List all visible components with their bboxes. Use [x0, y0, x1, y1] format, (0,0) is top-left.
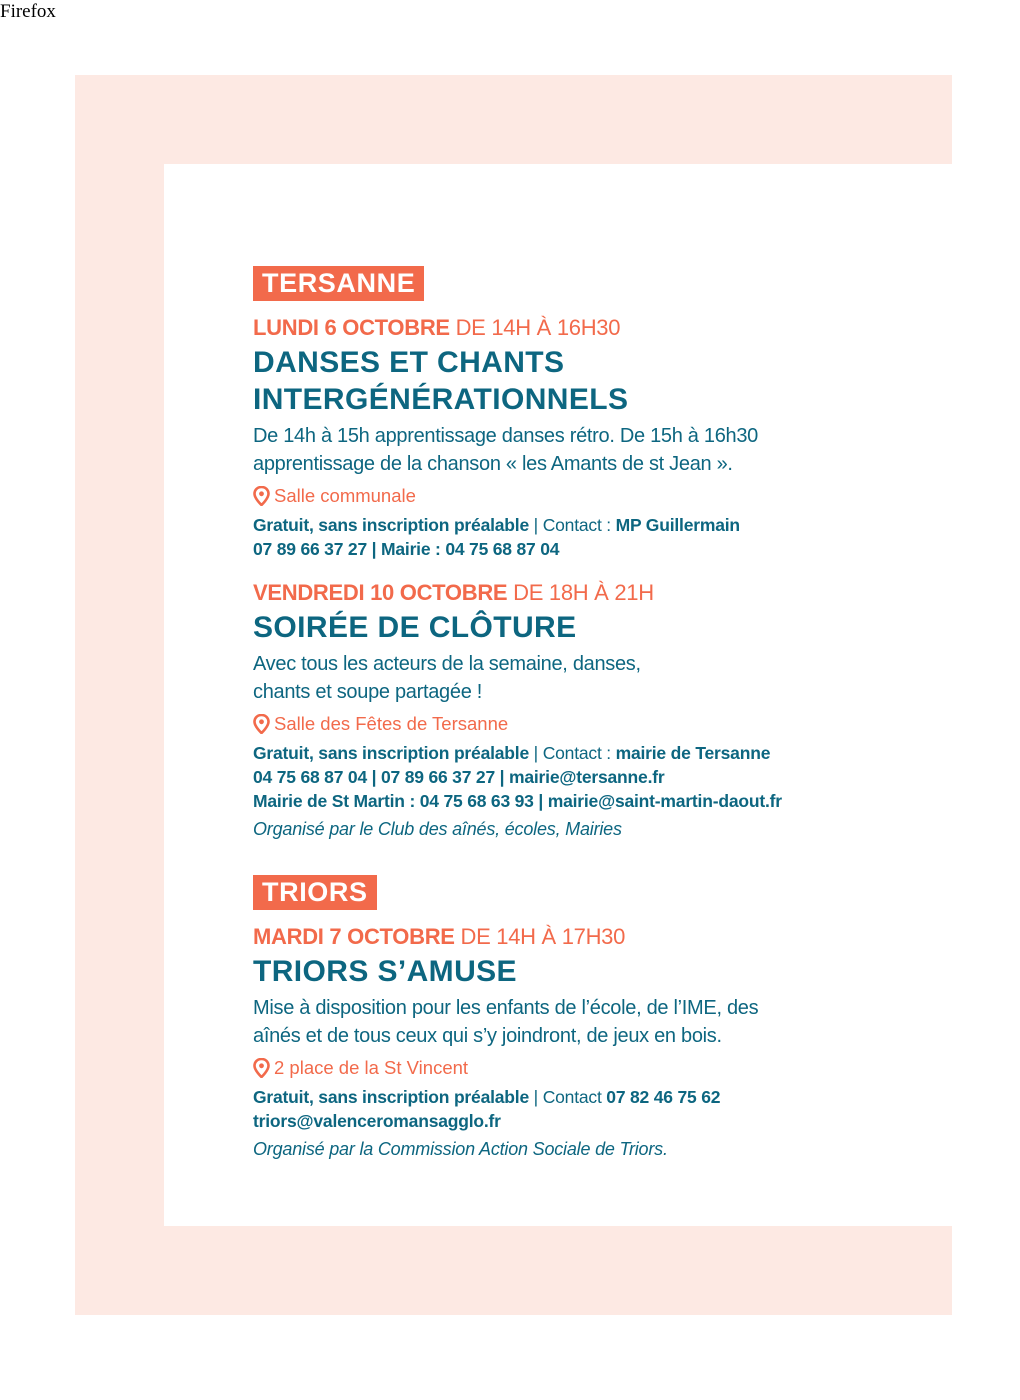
- event-datetime: [253, 314, 913, 342]
- info-line: [253, 1085, 913, 1109]
- separator: |: [533, 743, 539, 763]
- location-text: 2 place de la St Vincent: [274, 1057, 469, 1078]
- contact-label: Contact :: [542, 515, 611, 535]
- browser-title: Firefox: [0, 1, 56, 22]
- event-hours: DE 14H À 17H30: [460, 924, 626, 949]
- town-tag: TRIORS: [253, 875, 377, 910]
- event-location: [253, 1056, 913, 1080]
- event-triors-samuse: [253, 923, 913, 1162]
- event-soiree-cloture: [253, 579, 913, 842]
- event-description: [253, 994, 913, 1050]
- event-title: TRIORS S’AMUSE: [253, 955, 517, 988]
- event-day: MARDI 7 OCTOBRE: [253, 924, 455, 949]
- description-line: aînés et de tous ceux qui s’y joindront, de jeux en bois.: [253, 1025, 722, 1047]
- description-line: chants et soupe partagée !: [253, 681, 483, 703]
- event-datetime: [253, 923, 913, 951]
- contact-label: Contact: [542, 1087, 602, 1107]
- event-contact-info: [253, 741, 913, 813]
- page-frame: [75, 75, 952, 1315]
- event-day: VENDREDI 10 OCTOBRE: [253, 580, 508, 605]
- event-contact-info: [253, 513, 913, 561]
- event-location: [253, 484, 913, 508]
- location-pin-icon: [253, 714, 270, 734]
- info-line: [253, 789, 913, 813]
- event-title: DANSES ET CHANTS INTERGÉNÉRATIONNELS: [253, 346, 629, 416]
- description-line: Avec tous les acteurs de la semaine, danses,: [253, 653, 641, 675]
- event-day: LUNDI 6 OCTOBRE: [253, 315, 450, 340]
- event-title: SOIRÉE DE CLÔTURE: [253, 611, 577, 644]
- town-tag: TERSANNE: [253, 266, 424, 301]
- town-section-tersanne: [253, 266, 913, 842]
- event-description: [253, 422, 913, 478]
- town-section-triors: [253, 875, 913, 1162]
- event-contact-info: [253, 1085, 913, 1133]
- event-organizer: Organisé par le Club des aînés, écoles, Mairies: [253, 819, 622, 839]
- event-datetime: [253, 579, 913, 607]
- info-line: [253, 741, 913, 765]
- separator: |: [533, 1087, 539, 1107]
- info-line: [253, 513, 913, 537]
- contact-name: MP Guillermain: [615, 515, 740, 535]
- event-danses-chants: [253, 314, 913, 561]
- pricing-text: Gratuit, sans inscription préalable: [253, 515, 529, 535]
- description-line: apprentissage de la chanson « les Amants de st Jean ».: [253, 453, 733, 475]
- pricing-text: Gratuit, sans inscription préalable: [253, 743, 529, 763]
- contact-email: triors@valenceromansagglo.fr: [253, 1111, 501, 1131]
- contact-label: Contact :: [542, 743, 611, 763]
- phone-email: 04 75 68 87 04 | 07 89 66 37 27 | mairie@tersanne.fr: [253, 767, 665, 787]
- info-line: [253, 537, 913, 561]
- description-line: De 14h à 15h apprentissage danses rétro. De 15h à 16h30: [253, 425, 758, 447]
- event-description: [253, 650, 913, 706]
- separator: |: [533, 515, 539, 535]
- pricing-text: Gratuit, sans inscription préalable: [253, 1087, 529, 1107]
- event-organizer: Organisé par la Commission Action Sociale de Triors.: [253, 1139, 668, 1159]
- location-pin-icon: [253, 1058, 270, 1078]
- event-hours: DE 14H À 16H30: [455, 315, 621, 340]
- location-text: Salle communale: [274, 485, 416, 506]
- info-line: [253, 1109, 913, 1133]
- description-line: Mise à disposition pour les enfants de l’école, de l’IME, des: [253, 997, 759, 1019]
- event-listing: [253, 266, 913, 1162]
- location-text: Salle des Fêtes de Tersanne: [274, 713, 509, 734]
- contact-name: mairie de Tersanne: [615, 743, 771, 763]
- event-location: [253, 712, 913, 736]
- location-pin-icon: [253, 486, 270, 506]
- info-line: [253, 765, 913, 789]
- document-card: [164, 164, 952, 1226]
- event-hours: DE 18H À 21H: [513, 580, 654, 605]
- contact-name: 07 82 46 75 62: [606, 1087, 721, 1107]
- phone-numbers: 07 89 66 37 27 | Mairie : 04 75 68 87 04: [253, 539, 560, 559]
- mairie-contact: Mairie de St Martin : 04 75 68 63 93 | mairie@saint-martin-daout.fr: [253, 791, 782, 811]
